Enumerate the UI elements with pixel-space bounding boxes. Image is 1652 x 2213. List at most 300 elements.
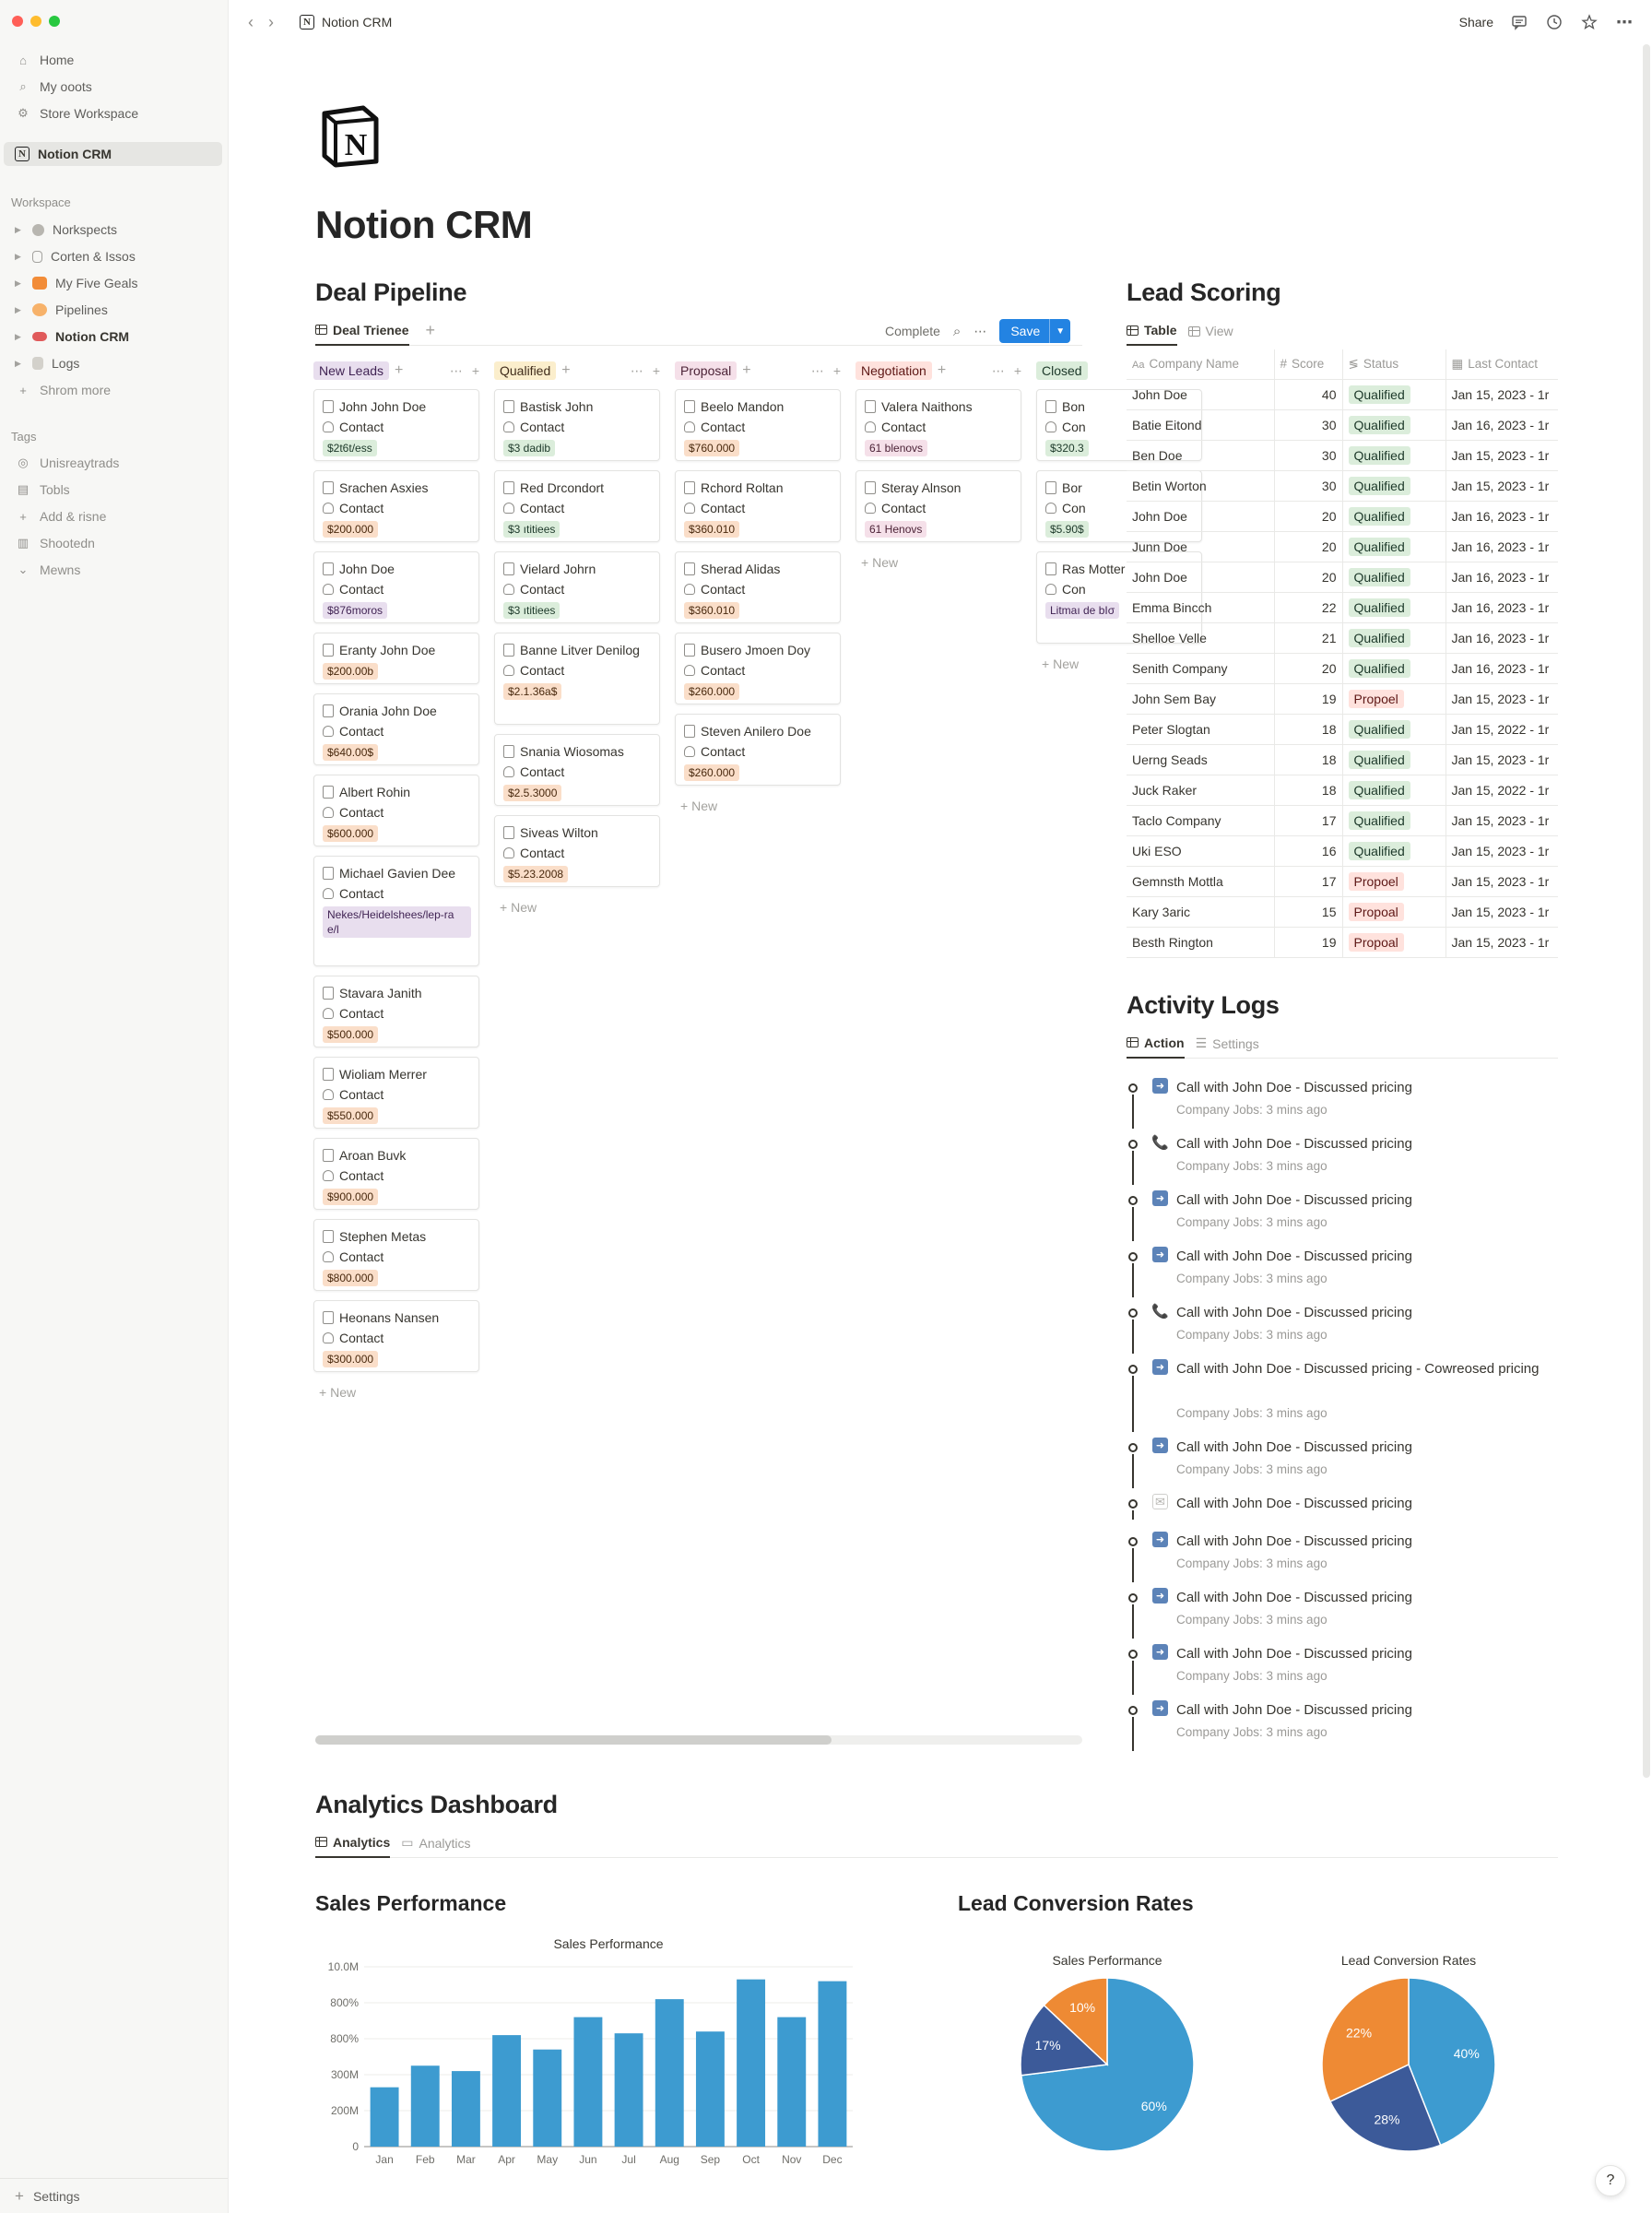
last-contact-cell[interactable]: Jan 15, 2023 - 1r [1446, 379, 1558, 409]
score-cell[interactable]: 19 [1274, 927, 1342, 957]
plus-icon[interactable]: + [937, 362, 947, 378]
status-cell[interactable] [1342, 622, 1446, 653]
deal-value-badge: $2t6t/ess [323, 440, 377, 456]
company-cell[interactable]: Kary 3aric [1127, 896, 1274, 927]
person-icon [323, 726, 334, 737]
status-cell[interactable] [1342, 440, 1446, 470]
table-row[interactable] [1127, 775, 1558, 805]
table-row[interactable] [1127, 592, 1558, 622]
plus-icon[interactable]: + [652, 362, 660, 378]
deal-card[interactable] [856, 389, 1021, 461]
status-badge: Qualified [1349, 811, 1410, 830]
deal-value-badge: $3 ıtitiees [503, 521, 560, 538]
timeline-dot [1128, 1706, 1138, 1715]
bar-apr[interactable] [492, 2035, 521, 2147]
score-cell[interactable]: 30 [1274, 409, 1342, 440]
card-contact: Contact [520, 582, 565, 597]
tag-item[interactable] [11, 478, 220, 502]
bar-feb[interactable] [411, 2065, 440, 2147]
person-icon [684, 665, 695, 676]
deal-value-badge: $5.23.2008 [503, 866, 568, 882]
deal-card[interactable] [313, 976, 479, 1047]
deal-value-badge: Nekes/Heidelshees/lep-ra e/l [323, 906, 471, 938]
last-contact-cell[interactable]: Jan 15, 2023 - 1r [1446, 927, 1558, 957]
board-horizontal-scrollbar[interactable] [315, 1735, 1082, 1745]
company-cell[interactable]: Betin Worton [1127, 470, 1274, 501]
maximize-window-button[interactable] [49, 16, 60, 27]
last-contact-cell[interactable]: Jan 16, 2023 - 1r [1446, 592, 1558, 622]
tag-item[interactable] [11, 558, 220, 582]
chevron-right-icon[interactable]: ▶ [15, 304, 21, 314]
deal-card[interactable] [313, 775, 479, 846]
table-row[interactable] [1127, 896, 1558, 927]
activity-item[interactable] [1127, 1531, 1558, 1587]
score-cell[interactable]: 17 [1274, 866, 1342, 896]
plus-icon[interactable]: + [395, 362, 404, 378]
card-contact: Contact [881, 420, 926, 434]
favorite-star-icon[interactable] [1580, 13, 1599, 31]
car-emoji-icon [32, 332, 47, 341]
plus-icon[interactable]: + [1013, 362, 1021, 378]
bar-jun[interactable] [573, 2018, 602, 2147]
deal-card[interactable] [313, 633, 479, 684]
breadcrumb[interactable] [300, 15, 392, 30]
person-icon [1045, 503, 1056, 514]
deal-card[interactable] [494, 734, 660, 806]
column-header-last-contact[interactable] [1446, 349, 1558, 379]
score-cell[interactable]: 15 [1274, 896, 1342, 927]
bar-jul[interactable] [615, 2033, 643, 2147]
card-contact: Contact [520, 846, 565, 860]
table-row[interactable] [1127, 622, 1558, 653]
activity-item[interactable] [1127, 1699, 1558, 1756]
show-more-button[interactable] [11, 378, 220, 402]
last-contact-cell[interactable]: Jan 16, 2023 - 1r [1446, 622, 1558, 653]
activity-meta: Company Jobs: 3 mins ago [1176, 1406, 1328, 1420]
deal-card[interactable] [856, 470, 1021, 542]
tab-analytics[interactable] [315, 1828, 390, 1858]
sidebar-item-store-workspace[interactable] [11, 101, 220, 125]
status-cell[interactable] [1342, 927, 1446, 957]
deal-card[interactable] [494, 633, 660, 725]
tab-table[interactable] [1127, 316, 1177, 346]
table-row[interactable] [1127, 927, 1558, 957]
person-icon [865, 421, 876, 432]
more-options-icon[interactable]: ⋯ [991, 362, 1005, 378]
status-cell[interactable] [1342, 470, 1446, 501]
status-cell[interactable] [1342, 714, 1446, 744]
document-icon [503, 745, 514, 758]
deal-card[interactable] [313, 693, 479, 765]
person-icon [1045, 421, 1056, 432]
arrow-right-icon: ➜ [1152, 1532, 1168, 1547]
tag-label: Unisreaytrads [40, 456, 120, 470]
company-cell[interactable]: John Sem Bay [1127, 683, 1274, 714]
bar-dec[interactable] [818, 1982, 846, 2147]
activity-item[interactable] [1127, 1246, 1558, 1302]
pie-slice-label: 28% [1374, 2112, 1400, 2127]
page-icon [32, 251, 42, 263]
document-icon [684, 481, 695, 494]
bar-sep[interactable] [696, 2031, 725, 2147]
company-cell[interactable]: John Doe [1127, 379, 1274, 409]
last-contact-cell[interactable]: Jan 16, 2023 - 1r [1446, 562, 1558, 592]
new-card-button[interactable] [861, 555, 898, 570]
scrollbar-thumb[interactable] [315, 1735, 832, 1745]
vertical-scrollbar[interactable] [1643, 44, 1650, 1778]
last-contact-cell[interactable]: Jan 15, 2023 - 1r [1446, 440, 1558, 470]
deal-card[interactable] [313, 551, 479, 623]
bar-may[interactable] [533, 2050, 561, 2147]
sidebar-settings-button[interactable] [0, 2178, 228, 2213]
plus-icon[interactable]: + [742, 362, 751, 378]
activity-item[interactable] [1127, 1077, 1558, 1133]
table-row[interactable] [1127, 379, 1558, 409]
column-header-status[interactable] [1342, 349, 1446, 379]
deal-card[interactable] [313, 1138, 479, 1210]
back-arrow-icon[interactable]: ‹ [248, 12, 254, 31]
card-contact: Contact [339, 1006, 384, 1021]
score-cell[interactable]: 22 [1274, 592, 1342, 622]
pie-slice-label: 17% [1034, 2038, 1061, 2053]
plus-icon: + [19, 509, 27, 524]
status-cell[interactable] [1342, 531, 1446, 562]
person-icon [503, 766, 514, 777]
table-row[interactable] [1127, 805, 1558, 835]
save-label: Save [1010, 324, 1041, 338]
company-cell[interactable]: Junn Doe [1127, 531, 1274, 562]
tab-analytics-secondary[interactable] [401, 1828, 470, 1858]
deal-card[interactable] [313, 1219, 479, 1291]
arrow-right-icon: ➜ [1152, 1247, 1168, 1262]
card-contact: Contact [339, 501, 384, 515]
save-button[interactable] [999, 319, 1070, 343]
new-card-button[interactable] [1042, 657, 1079, 671]
score-cell[interactable]: 20 [1274, 562, 1342, 592]
activity-text: Call with John Doe - Discussed pricing [1176, 1136, 1412, 1152]
bar-mar[interactable] [452, 2071, 480, 2147]
new-card-button[interactable] [680, 799, 717, 813]
sidebar-item-notion-crm[interactable] [11, 325, 220, 349]
status-cell[interactable] [1342, 744, 1446, 775]
table-row[interactable] [1127, 714, 1558, 744]
score-cell[interactable]: 30 [1274, 440, 1342, 470]
activity-text: Call with John Doe - Discussed pricing [1176, 1192, 1412, 1208]
chevron-down-icon[interactable]: ▼ [1049, 319, 1070, 343]
more-options-icon[interactable]: ⋯ [449, 362, 463, 378]
status-cell[interactable] [1342, 379, 1446, 409]
score-cell[interactable]: 16 [1274, 835, 1342, 866]
activity-meta: Company Jobs: 3 mins ago [1176, 1215, 1328, 1229]
help-button[interactable]: ? [1595, 2165, 1626, 2196]
plus-icon[interactable]: + [561, 362, 571, 378]
x-tick-label: May [537, 2153, 559, 2166]
status-cell[interactable] [1342, 592, 1446, 622]
status-cell[interactable] [1342, 562, 1446, 592]
last-contact-cell[interactable]: Jan 15, 2022 - 1r [1446, 714, 1558, 744]
score-cell[interactable]: 20 [1274, 653, 1342, 683]
deal-card[interactable] [313, 470, 479, 542]
deal-card[interactable] [494, 551, 660, 623]
table-row[interactable] [1127, 866, 1558, 896]
status-badge: Qualified [1349, 751, 1410, 769]
deal-card[interactable] [494, 389, 660, 461]
document-icon [323, 1230, 334, 1243]
tag-label: Add & risne [40, 509, 107, 524]
column-header[interactable] [313, 358, 479, 384]
chevron-right-icon[interactable]: ▶ [15, 278, 21, 288]
status-badge: Qualified [1349, 538, 1410, 556]
activity-text: Call with John Doe - Discussed pricing [1176, 1249, 1412, 1264]
tab-deal-trienee[interactable] [315, 316, 409, 346]
document-icon [323, 400, 334, 413]
plus-icon: + [15, 2186, 24, 2205]
more-options-icon[interactable]: ⋯ [810, 362, 824, 378]
status-cell[interactable] [1342, 409, 1446, 440]
document-icon [323, 644, 334, 657]
page-title[interactable]: Notion CRM [315, 203, 533, 246]
deal-card[interactable] [313, 389, 479, 461]
company-cell[interactable]: Senith Company [1127, 653, 1274, 683]
more-options-icon[interactable]: ⋯ [974, 323, 987, 338]
table-row[interactable] [1127, 744, 1558, 775]
add-view-button[interactable]: + [425, 321, 436, 339]
column-header[interactable] [856, 358, 1021, 384]
new-card-button[interactable] [500, 900, 537, 915]
score-cell[interactable]: 19 [1274, 683, 1342, 714]
company-cell[interactable]: Peter Slogtan [1127, 714, 1274, 744]
score-cell[interactable]: 17 [1274, 805, 1342, 835]
tag-item[interactable] [11, 504, 220, 528]
company-cell[interactable]: Emma Bincch [1127, 592, 1274, 622]
document-icon [684, 725, 695, 738]
bar-nov[interactable] [777, 2018, 806, 2147]
table-row[interactable] [1127, 501, 1558, 531]
tag-label: Mewns [40, 562, 81, 577]
last-contact-cell[interactable]: Jan 15, 2023 - 1r [1446, 683, 1558, 714]
last-contact-cell[interactable]: Jan 15, 2023 - 1r [1446, 470, 1558, 501]
deal-card[interactable] [313, 856, 479, 966]
score-cell[interactable]: 18 [1274, 714, 1342, 744]
arrow-right-icon: ➜ [1152, 1588, 1168, 1604]
card-contact: Contact [339, 805, 384, 820]
close-window-button[interactable] [12, 16, 23, 27]
sidebar-item-my-five-geals[interactable] [11, 271, 220, 295]
company-cell[interactable]: Shelloe Velle [1127, 622, 1274, 653]
forward-arrow-icon[interactable]: › [268, 12, 274, 31]
activity-item[interactable] [1127, 1643, 1558, 1699]
company-cell[interactable]: John Doe [1127, 562, 1274, 592]
company-cell[interactable]: John Doe [1127, 501, 1274, 531]
deal-value-badge: $300.000 [323, 1351, 378, 1367]
bar-jan[interactable] [371, 2088, 399, 2147]
x-tick-label: Jan [375, 2153, 394, 2166]
activity-item[interactable] [1127, 1358, 1558, 1437]
sidebar-item-corten-issos[interactable] [11, 244, 220, 268]
tag-item[interactable] [11, 531, 220, 555]
chevron-right-icon[interactable]: ▶ [15, 251, 21, 261]
status-cell[interactable] [1342, 805, 1446, 835]
tab-view[interactable] [1188, 316, 1233, 346]
card-contact-row [323, 1247, 471, 1267]
table-row[interactable] [1127, 440, 1558, 470]
person-icon [503, 584, 514, 595]
card-contact-row [323, 1328, 471, 1348]
score-cell[interactable]: 18 [1274, 775, 1342, 805]
score-cell[interactable]: 20 [1274, 531, 1342, 562]
deal-card[interactable] [675, 470, 841, 542]
last-contact-cell[interactable]: Jan 15, 2023 - 1r [1446, 866, 1558, 896]
column-title: Negotiation [856, 361, 932, 380]
company-cell[interactable]: Uki ESO [1127, 835, 1274, 866]
last-contact-cell[interactable]: Jan 15, 2022 - 1r [1446, 775, 1558, 805]
deal-card[interactable] [675, 551, 841, 623]
column-title: Closed [1036, 361, 1088, 380]
column-label: Score [1292, 357, 1325, 372]
y-tick-label: 10.0M [327, 1960, 359, 1973]
company-cell[interactable]: Uerng Seads [1127, 744, 1274, 775]
deal-card[interactable] [494, 470, 660, 542]
card-title-row [503, 640, 652, 660]
column-header[interactable] [675, 358, 841, 384]
activity-item[interactable] [1127, 1437, 1558, 1493]
last-contact-cell[interactable]: Jan 16, 2023 - 1r [1446, 653, 1558, 683]
deal-card[interactable] [313, 1300, 479, 1372]
card-title: Steray Alnson [881, 480, 962, 495]
comment-icon[interactable] [1510, 13, 1528, 31]
plus-icon[interactable]: + [832, 362, 841, 378]
status-cell[interactable] [1342, 683, 1446, 714]
tag-item[interactable] [11, 451, 220, 475]
card-title: Snania Wiosomas [520, 744, 624, 759]
table-row[interactable] [1127, 409, 1558, 440]
status-cell[interactable] [1342, 653, 1446, 683]
card-title: Heonans Nansen [339, 1310, 440, 1325]
table-view-icon [1127, 325, 1139, 336]
company-cell[interactable]: Besth Rington [1127, 927, 1274, 957]
activity-item[interactable] [1127, 1587, 1558, 1643]
card-title: John John Doe [339, 399, 427, 414]
activity-item[interactable] [1127, 1493, 1558, 1531]
sidebar-item-logs[interactable] [11, 351, 220, 375]
card-contact: Contact [339, 886, 384, 901]
new-card-button[interactable] [319, 1385, 356, 1400]
card-title-row [323, 863, 471, 883]
last-contact-cell[interactable]: Jan 16, 2023 - 1r [1446, 409, 1558, 440]
score-cell[interactable]: 40 [1274, 379, 1342, 409]
sidebar-item-my-ooots[interactable] [11, 75, 220, 99]
sidebar-item-pipelines[interactable] [11, 298, 220, 322]
deal-card[interactable] [494, 815, 660, 887]
last-contact-cell[interactable]: Jan 15, 2023 - 1r [1446, 805, 1558, 835]
bar-oct[interactable] [737, 1980, 765, 2147]
company-cell[interactable]: Gemnsth Mottla [1127, 866, 1274, 896]
deal-card[interactable] [313, 1057, 479, 1129]
sidebar-item-home[interactable] [11, 48, 220, 72]
last-contact-cell[interactable]: Jan 15, 2023 - 1r [1446, 835, 1558, 866]
complete-filter-button[interactable]: Complete [885, 324, 940, 338]
activity-item[interactable] [1127, 1133, 1558, 1189]
table-row[interactable] [1127, 531, 1558, 562]
timeline-dot [1128, 1252, 1138, 1261]
status-cell[interactable] [1342, 866, 1446, 896]
status-cell[interactable] [1342, 896, 1446, 927]
x-tick-label: Jun [579, 2153, 597, 2166]
document-icon [1045, 481, 1056, 494]
plus-icon: + [861, 555, 873, 570]
last-contact-cell[interactable]: Jan 15, 2023 - 1r [1446, 896, 1558, 927]
tab-settings[interactable] [1196, 1029, 1259, 1059]
deal-value-badge: $550.000 [323, 1107, 378, 1124]
bar-aug[interactable] [655, 1999, 684, 2147]
activity-item[interactable] [1127, 1302, 1558, 1358]
column-header-score[interactable] [1274, 349, 1342, 379]
score-cell[interactable]: 30 [1274, 470, 1342, 501]
score-cell[interactable]: 18 [1274, 744, 1342, 775]
deal-card[interactable] [675, 714, 841, 786]
minimize-window-button[interactable] [30, 16, 41, 27]
chevron-right-icon[interactable]: ▶ [15, 358, 21, 368]
deal-card[interactable] [675, 633, 841, 704]
activity-meta: Company Jobs: 3 mins ago [1176, 1159, 1328, 1173]
last-contact-cell[interactable]: Jan 16, 2023 - 1r [1446, 531, 1558, 562]
card-contact-row [323, 579, 471, 599]
column-header-company[interactable] [1127, 349, 1274, 379]
table-row[interactable] [1127, 470, 1558, 501]
company-cell[interactable]: Juck Raker [1127, 775, 1274, 805]
table-row[interactable] [1127, 653, 1558, 683]
status-cell[interactable] [1342, 501, 1446, 531]
status-cell[interactable] [1342, 835, 1446, 866]
last-contact-cell[interactable]: Jan 16, 2023 - 1r [1446, 501, 1558, 531]
score-cell[interactable]: 21 [1274, 622, 1342, 653]
chevron-right-icon[interactable]: ▶ [15, 224, 21, 234]
plus-icon[interactable]: + [471, 362, 479, 378]
company-cell[interactable]: Taclo Company [1127, 805, 1274, 835]
deal-card[interactable] [675, 389, 841, 461]
activity-meta: Company Jobs: 3 mins ago [1176, 1328, 1328, 1342]
activity-item[interactable] [1127, 1189, 1558, 1246]
card-contact-row [684, 579, 832, 599]
search-icon: ⌕ [19, 79, 27, 93]
more-options-icon[interactable]: ⋯ [630, 362, 643, 378]
table-row[interactable] [1127, 683, 1558, 714]
tab-action[interactable] [1127, 1029, 1185, 1059]
column-header[interactable] [494, 358, 660, 384]
last-contact-cell[interactable]: Jan 15, 2023 - 1r [1446, 744, 1558, 775]
table-row[interactable] [1127, 562, 1558, 592]
more-options-icon[interactable]: ⋯ [1616, 12, 1633, 31]
search-icon[interactable]: ⌕ [952, 323, 962, 339]
history-clock-icon[interactable] [1545, 13, 1564, 31]
status-badge: Qualified [1349, 720, 1410, 739]
status-cell[interactable] [1342, 775, 1446, 805]
score-cell[interactable]: 20 [1274, 501, 1342, 531]
chevron-right-icon[interactable]: ▶ [15, 331, 21, 341]
card-contact-row [323, 721, 471, 741]
pie-title: Lead Conversion Rates [1340, 1953, 1477, 1968]
share-button[interactable]: Share [1458, 15, 1493, 30]
company-cell[interactable]: Ben Doe [1127, 440, 1274, 470]
analytics-dashboard-heading: Analytics Dashboard [315, 1791, 558, 1818]
company-cell[interactable]: Batie Eitond [1127, 409, 1274, 440]
card-contact: Contact [339, 1331, 384, 1345]
table-row[interactable] [1127, 835, 1558, 866]
x-tick-label: Dec [822, 2153, 843, 2166]
x-tick-label: Nov [782, 2153, 802, 2166]
sidebar-item-norkspects[interactable] [11, 218, 220, 242]
sidebar-item-notion-crm-active[interactable] [4, 142, 222, 166]
